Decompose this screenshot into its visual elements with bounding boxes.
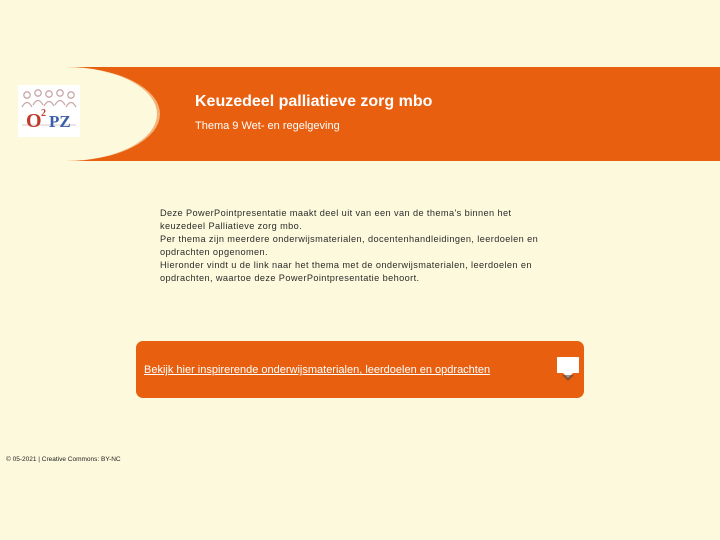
intro-line: opdrachten opgenomen.: [160, 247, 269, 257]
intro-line: Deze PowerPointpresentatie maakt deel uit van een van de thema's binnen het: [160, 208, 512, 218]
svg-text:2: 2: [41, 108, 46, 119]
intro-line: opdrachten, waartoe deze PowerPointpresentatie behoort.: [160, 273, 420, 283]
o2pz-logo: [18, 85, 80, 137]
speech-bubble-arrow-icon[interactable]: [556, 355, 580, 383]
copyright-footer: © 05-2021 | Creative Commons: BY-NC: [6, 456, 121, 463]
page-title: Keuzedeel palliatieve zorg mbo: [195, 93, 433, 110]
intro-line: keuzedeel Palliatieve zorg mbo.: [160, 221, 303, 231]
intro-line: Hieronder vindt u de link naar het thema met de onderwijsmaterialen, leerdoelen en: [160, 260, 532, 270]
cta-box: [136, 341, 584, 398]
svg-text:O: O: [26, 110, 42, 132]
materials-link[interactable]: Bekijk hier inspirerende onderwijsmaterialen, leerdoelen en opdrachten: [144, 364, 491, 376]
page-subtitle: Thema 9 Wet- en regelgeving: [195, 120, 340, 132]
svg-text:PZ: PZ: [49, 112, 71, 131]
intro-line: Per thema zijn meerdere onderwijsmaterialen, docentenhandleidingen, leerdoelen en: [160, 234, 539, 244]
intro-text: [160, 207, 580, 285]
